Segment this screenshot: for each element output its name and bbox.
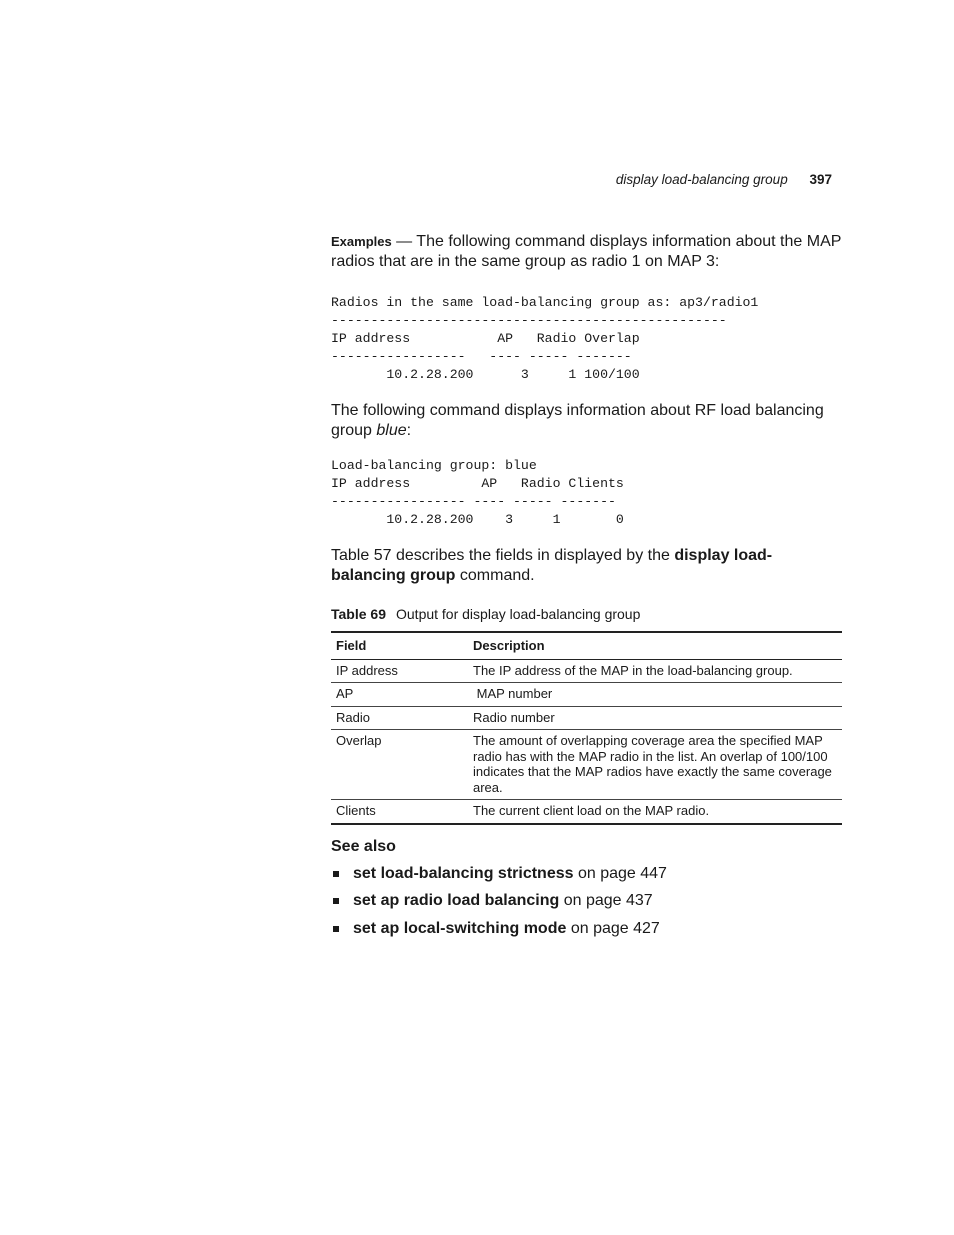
para3-post: command. [455,567,535,584]
header-description: Description [468,632,842,659]
running-title: display load-balancing group [615,172,788,187]
page-ref: on page 427 [566,919,660,937]
see-also-item [331,864,843,884]
blue-group-paragraph [331,401,843,441]
command-name: display load-balancing group [331,547,773,584]
command-link[interactable]: set ap radio load balancing [353,892,560,909]
see-also-list [331,864,843,939]
field-cell: Radio [331,706,468,730]
field-cell: IP address [331,659,468,683]
code-block-blue-group: Load-balancing group: blue IP address AP Radio Clients ----------------- ---- ----- ------- 10.2.28.200 3 1 0 [331,458,624,527]
page-header [616,172,832,187]
table-header-row [331,632,842,659]
table-row [331,800,842,824]
table-caption-text: Output for display load-balancing group [396,606,641,622]
table-caption [331,606,843,622]
table-caption-label: Table 69 [331,606,386,622]
code-block-radios: Radios in the same load-balancing group as: ap3/radio1 -------------------------------------------------- IP address AP Radio Overlap ----------------- ---- ----- ------- 10.2.28.200 3 1 100/100 [331,295,759,382]
bullet-icon [333,926,339,932]
see-also-heading: See also [331,837,396,855]
see-also-item [331,919,843,939]
field-cell: Overlap [331,730,468,800]
field-cell: AP [331,683,468,707]
table-row [331,683,842,707]
description-cell: Radio number [468,706,842,730]
table-row [331,659,842,683]
table-row [331,730,842,800]
examples-label: Examples [331,234,392,249]
para3-pre: Table 57 describes the fields in displayed by the [331,547,675,564]
page-number: 397 [809,172,832,187]
see-also-item [331,891,843,911]
table-row [331,706,842,730]
description-cell: The current client load on the MAP radio. [468,800,842,824]
para2-end: : [406,422,412,439]
description-cell: The IP address of the MAP in the load-balancing group. [468,659,842,683]
header-field: Field [331,632,468,659]
output-fields-table [331,631,842,825]
table-reference-paragraph [331,546,843,586]
para2-text: The following command displays information about RF load balancing group [331,402,824,439]
page-content [331,232,843,946]
description-cell: MAP number [468,683,842,707]
examples-intro: — The following command displays information about the MAP radios that are in the same group as radio 1 on MAP 3: [331,233,842,270]
command-link[interactable]: set ap local-switching mode [353,919,567,937]
description-cell: The amount of overlapping coverage area the specified MAP radio has with the MAP radio in the list. An overlap of 100/100 indicates that the MAP radios have exactly the same coverage area. [468,730,842,800]
field-cell: Clients [331,800,468,824]
examples-paragraph [331,232,843,272]
bullet-icon [333,871,339,877]
group-name-emphasis: blue [376,422,407,439]
command-link[interactable]: set load-balancing strictness [353,864,574,882]
page-ref: on page 437 [559,892,653,909]
bullet-icon [333,898,339,904]
page-ref: on page 447 [573,864,667,882]
